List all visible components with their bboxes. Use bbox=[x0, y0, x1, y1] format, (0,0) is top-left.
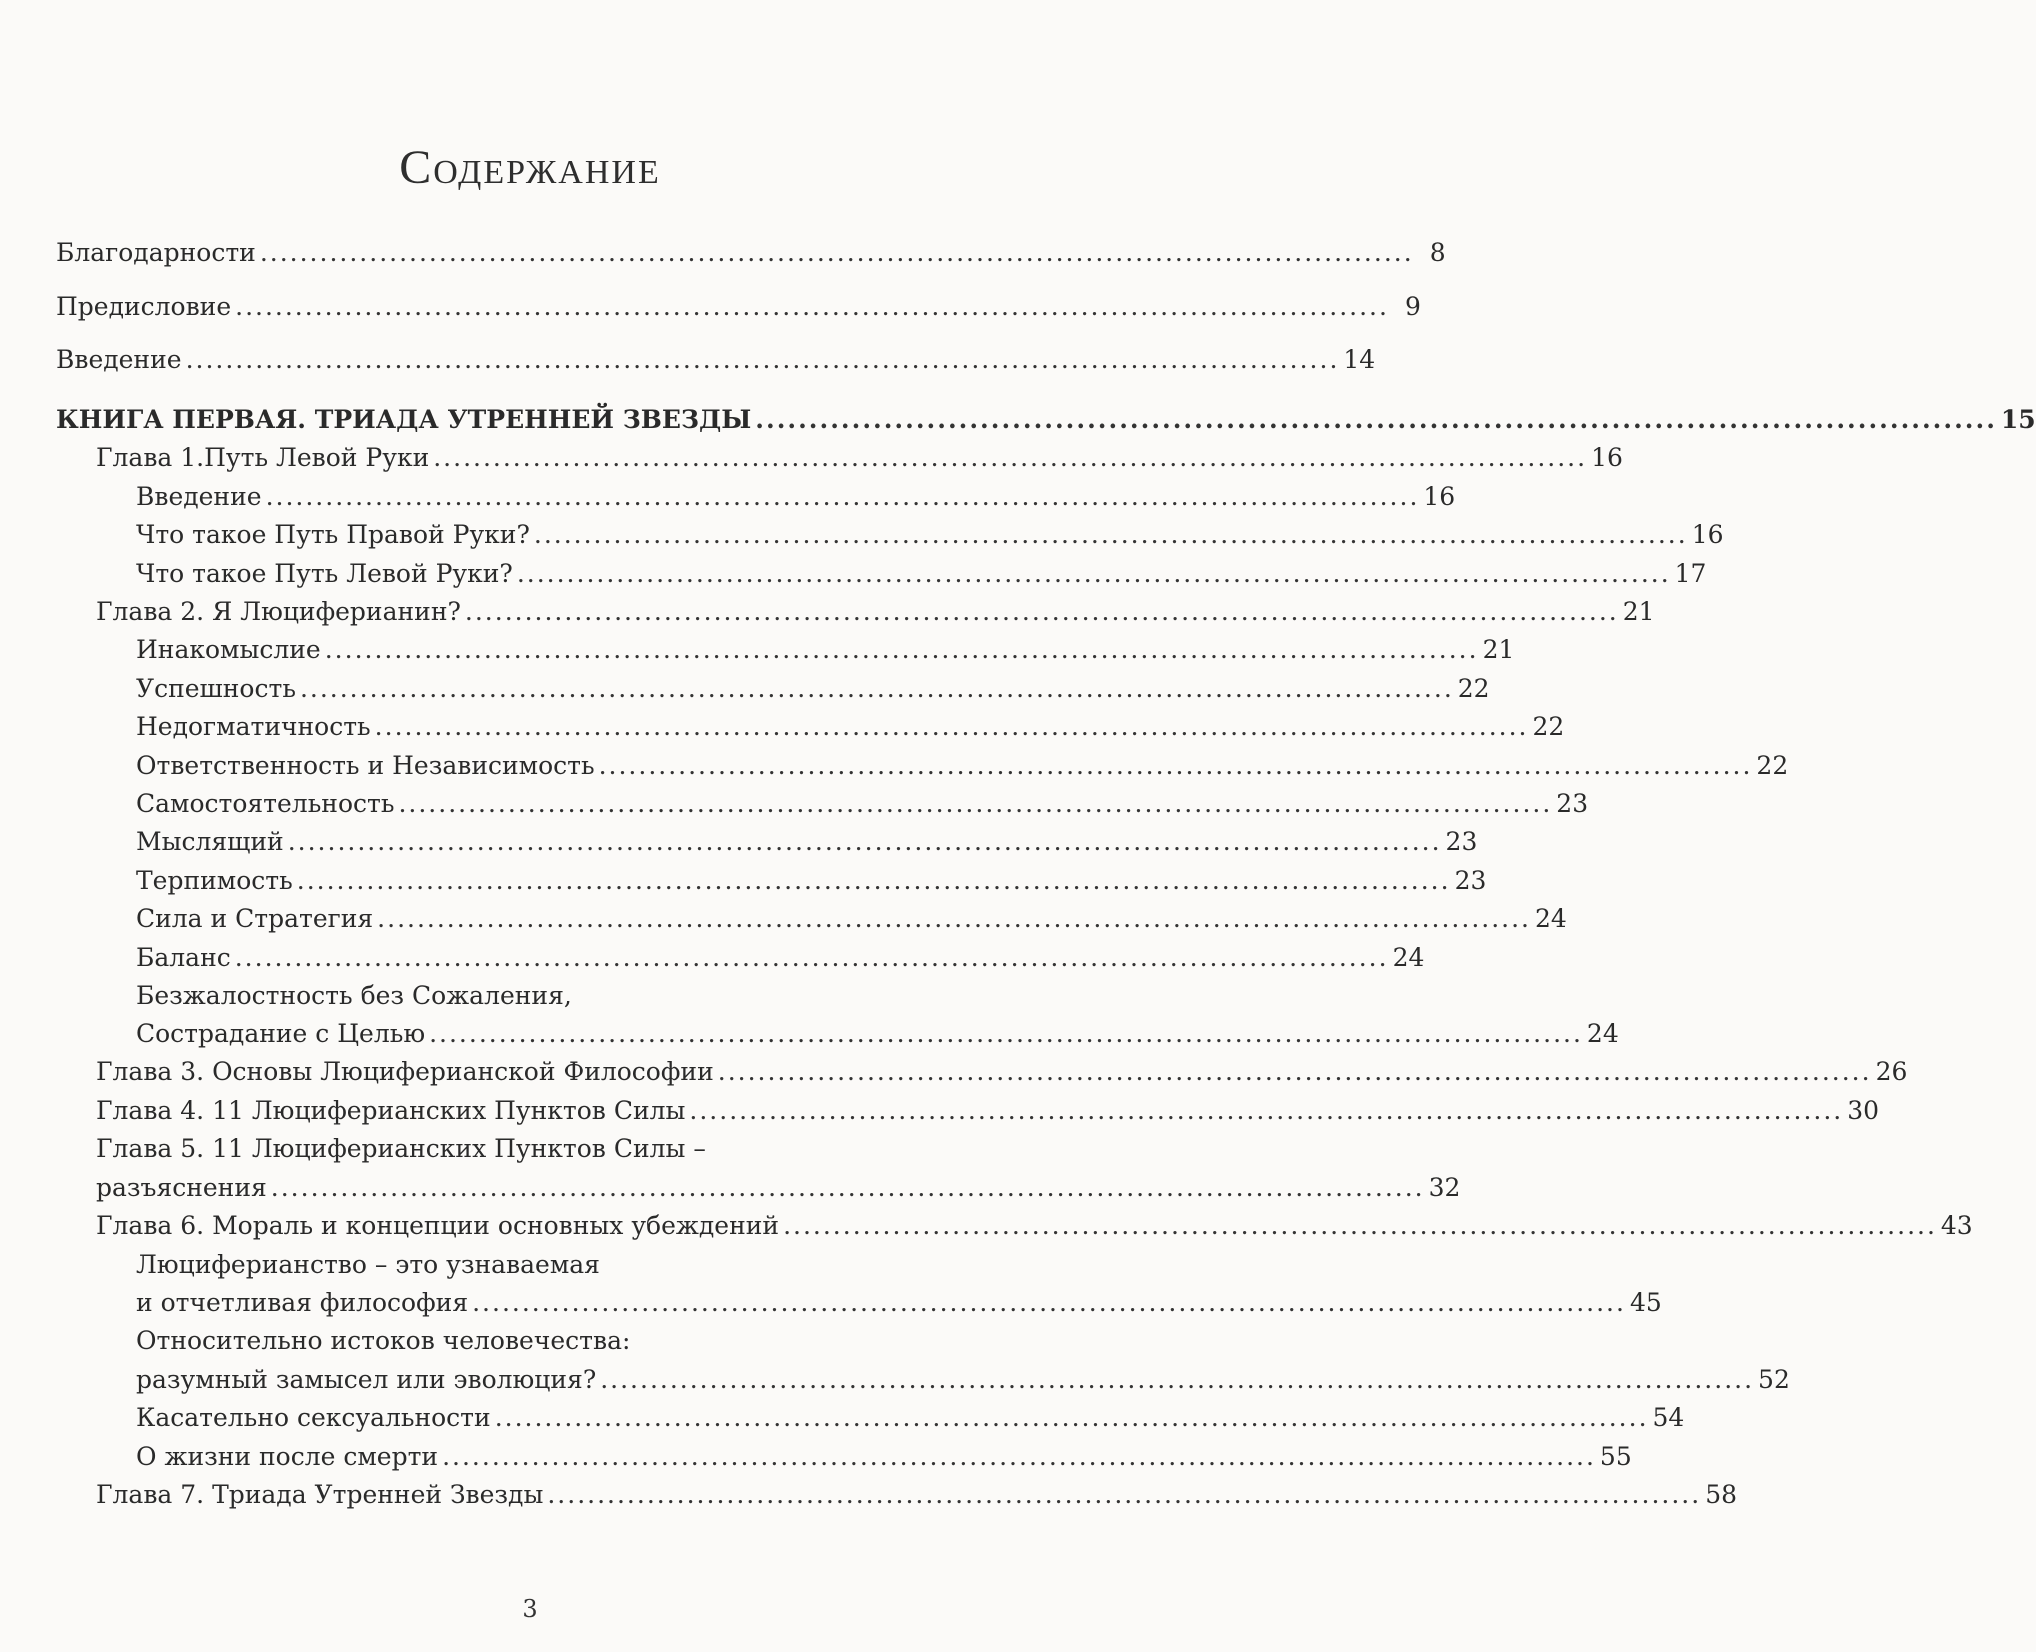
toc-entry-page: 24 bbox=[1586, 1019, 1619, 1048]
toc-part-heading bbox=[0, 400, 2036, 440]
dot-leader: .................................................................................................................... bbox=[494, 1403, 1649, 1432]
toc-section bbox=[0, 1014, 1619, 1054]
dot-leader: .................................................................................................................... bbox=[265, 482, 1420, 511]
dot-leader: .................................................................................................................... bbox=[287, 827, 1442, 856]
dot-leader: .................................................................................................................... bbox=[717, 1057, 1872, 1086]
toc-entry-page: 43 bbox=[1940, 1211, 1973, 1240]
toc-entry-label: Мыслящий bbox=[136, 827, 284, 856]
toc-entry-label: и отчетливая философия bbox=[136, 1288, 469, 1317]
dot-leader: .................................................................................................................... bbox=[433, 443, 1588, 472]
toc-entry-page: 14 bbox=[1343, 345, 1376, 374]
toc-entry-label: Самостоятельность bbox=[136, 789, 395, 818]
toc-chapter bbox=[0, 1091, 1880, 1131]
toc-chapter bbox=[0, 592, 1655, 632]
toc-entry-page: 24 bbox=[1392, 943, 1425, 972]
toc-entry-label: Глава 1.Путь Левой Руки bbox=[96, 443, 430, 472]
toc-section bbox=[0, 1283, 1662, 1323]
dot-leader: .................................................................................................................... bbox=[299, 674, 1454, 703]
dot-leader: .................................................................................................................... bbox=[689, 1096, 1844, 1125]
toc-entry-page: 16 bbox=[1591, 443, 1623, 472]
toc-entry bbox=[0, 287, 1421, 327]
toc-entry-label: Ответственность и Независимость bbox=[136, 751, 595, 780]
dot-leader: .................................................................................................................... bbox=[598, 751, 1753, 780]
toc-section bbox=[0, 1437, 1632, 1477]
dot-leader: .................................................................................................................... bbox=[374, 712, 1529, 741]
toc-entry-page: 21 bbox=[1482, 635, 1515, 664]
dot-leader: .................................................................................................................... bbox=[600, 1365, 1755, 1394]
toc-entry-label: Глава 7. Триада Утренней Звезды bbox=[96, 1480, 544, 1509]
dot-leader: .................................................................................................................... bbox=[377, 904, 1531, 933]
dot-leader: .................................................................................................................... bbox=[516, 559, 1671, 588]
toc-entry-page: 23 bbox=[1556, 789, 1589, 818]
toc-section bbox=[0, 1398, 1685, 1438]
toc-entry-label: Введение bbox=[56, 345, 182, 374]
toc-entry-label: разумный замысел или эволюция? bbox=[136, 1365, 597, 1394]
toc-entry-page: 54 bbox=[1652, 1403, 1685, 1432]
dot-leader: .................................................................................................................... bbox=[442, 1442, 1596, 1471]
toc-entry-label: Терпимость bbox=[136, 866, 293, 895]
toc-entry-label: Глава 6. Мораль и концепции основных убеждений bbox=[96, 1211, 780, 1240]
dot-leader: .................................................................................................................... bbox=[324, 635, 1479, 664]
dot-leader: .................................................................................................................... bbox=[185, 345, 1340, 374]
toc-entry-label: Сострадание с Целью bbox=[136, 1019, 426, 1048]
toc-entry-label: КНИГА ПЕРВАЯ. ТРИАДА УТРЕННЕЙ ЗВЕЗДЫ bbox=[56, 405, 752, 434]
toc-section-line bbox=[0, 1321, 1060, 1361]
toc-chapter bbox=[0, 1475, 1737, 1515]
toc-entry-page: 52 bbox=[1758, 1365, 1790, 1394]
toc-section bbox=[0, 746, 1789, 786]
toc-entry-label: Касательно сексуальности bbox=[136, 1403, 491, 1432]
toc-entry-page: 55 bbox=[1599, 1442, 1632, 1471]
toc-chapter bbox=[0, 1206, 1973, 1246]
toc-section bbox=[0, 938, 1425, 978]
dot-leader: .................................................................................................................... bbox=[755, 405, 1997, 434]
toc-section bbox=[0, 1360, 1790, 1400]
toc-entry-page: 15 bbox=[2000, 405, 2036, 434]
toc-chapter-line bbox=[0, 1129, 1060, 1169]
page-number: 3 bbox=[522, 1595, 538, 1623]
toc-section bbox=[0, 669, 1490, 709]
toc-entry-label: Успешность bbox=[136, 674, 296, 703]
toc-entry-label: Люциферианство – это узнаваемая bbox=[136, 1250, 600, 1279]
toc-entry-label: Глава 5. 11 Люциферианских Пунктов Силы – bbox=[96, 1134, 706, 1163]
dot-leader: .................................................................................................................... bbox=[296, 866, 1451, 895]
toc-entry-page: 30 bbox=[1847, 1096, 1880, 1125]
toc-section bbox=[0, 899, 1567, 939]
toc-section bbox=[0, 477, 1456, 517]
dot-leader: .................................................................................................................... bbox=[259, 238, 1414, 267]
toc-entry-page: 58 bbox=[1705, 1480, 1737, 1509]
toc-entry-page: 24 bbox=[1535, 904, 1567, 933]
toc-section bbox=[0, 554, 1707, 594]
toc-entry-page: 23 bbox=[1445, 827, 1478, 856]
toc-entry-page: 17 bbox=[1674, 559, 1707, 588]
toc-section bbox=[0, 861, 1487, 901]
toc-entry-page: 22 bbox=[1532, 712, 1565, 741]
dot-leader: .................................................................................................................... bbox=[234, 943, 1389, 972]
toc-entry-page: 9 bbox=[1405, 292, 1421, 321]
dot-leader: .................................................................................................................... bbox=[270, 1173, 1425, 1202]
toc-entry-label: Глава 3. Основы Люциферианской Философии bbox=[96, 1057, 714, 1086]
dot-leader: .................................................................................................................... bbox=[783, 1211, 1937, 1240]
toc-entry-label: разъяснения bbox=[96, 1173, 267, 1202]
toc-section-line bbox=[0, 976, 1060, 1016]
toc-section bbox=[0, 822, 1478, 862]
toc-entry-page: 22 bbox=[1457, 674, 1490, 703]
toc-entry-label: О жизни после смерти bbox=[136, 1442, 439, 1471]
toc-entry-page: 16 bbox=[1423, 482, 1456, 511]
dot-leader: .................................................................................................................... bbox=[547, 1480, 1702, 1509]
toc-entry-label: Глава 4. 11 Люциферианских Пунктов Силы bbox=[96, 1096, 686, 1125]
toc-entry-page: 45 bbox=[1629, 1288, 1662, 1317]
toc-entry-page: 16 bbox=[1691, 520, 1724, 549]
toc-entry-label: Безжалостность без Сожаления, bbox=[136, 981, 572, 1010]
dot-leader: .................................................................................................................... bbox=[533, 520, 1688, 549]
toc-section bbox=[0, 784, 1589, 824]
toc-chapter bbox=[0, 438, 1623, 478]
toc-entry-page: 8 bbox=[1429, 238, 1446, 267]
dot-leader: .................................................................................................................... bbox=[235, 292, 1389, 321]
toc-entry-label: Баланс bbox=[136, 943, 231, 972]
dot-leader: .................................................................................................................... bbox=[398, 789, 1553, 818]
page-title: Содержание bbox=[399, 141, 661, 194]
toc-entry-label: Сила и Стратегия bbox=[136, 904, 374, 933]
toc-entry bbox=[0, 340, 1376, 380]
toc-entry-page: 23 bbox=[1454, 866, 1487, 895]
dot-leader: .................................................................................................................... bbox=[429, 1019, 1583, 1048]
toc-chapter bbox=[0, 1052, 1908, 1092]
toc-chapter bbox=[0, 1168, 1461, 1208]
toc-entry-page: 26 bbox=[1875, 1057, 1908, 1086]
toc-section-line bbox=[0, 1245, 1060, 1285]
toc-entry-label: Что такое Путь Левой Руки? bbox=[136, 559, 513, 588]
toc-entry-label: Предисловие bbox=[56, 292, 232, 321]
toc-entry bbox=[0, 233, 1446, 273]
toc-entry-label: Введение bbox=[136, 482, 262, 511]
toc-entry-label: Недогматичность bbox=[136, 712, 371, 741]
dot-leader: .................................................................................................................... bbox=[464, 597, 1619, 626]
toc-entry-label: Что такое Путь Правой Руки? bbox=[136, 520, 530, 549]
toc-entry-page: 21 bbox=[1622, 597, 1655, 626]
toc-entry-label: Благодарности bbox=[56, 238, 256, 267]
toc-section bbox=[0, 707, 1565, 747]
toc-entry-label: Инакомыслие bbox=[136, 635, 321, 664]
toc-entry-page: 32 bbox=[1428, 1173, 1461, 1202]
toc-section bbox=[0, 515, 1724, 555]
toc-entry-label: Относительно истоков человечества: bbox=[136, 1326, 631, 1355]
toc-entry-label: Глава 2. Я Люциферианин? bbox=[96, 597, 461, 626]
toc-entry-page: 22 bbox=[1756, 751, 1789, 780]
dot-leader: .................................................................................................................... bbox=[472, 1288, 1626, 1317]
toc-section bbox=[0, 630, 1515, 670]
